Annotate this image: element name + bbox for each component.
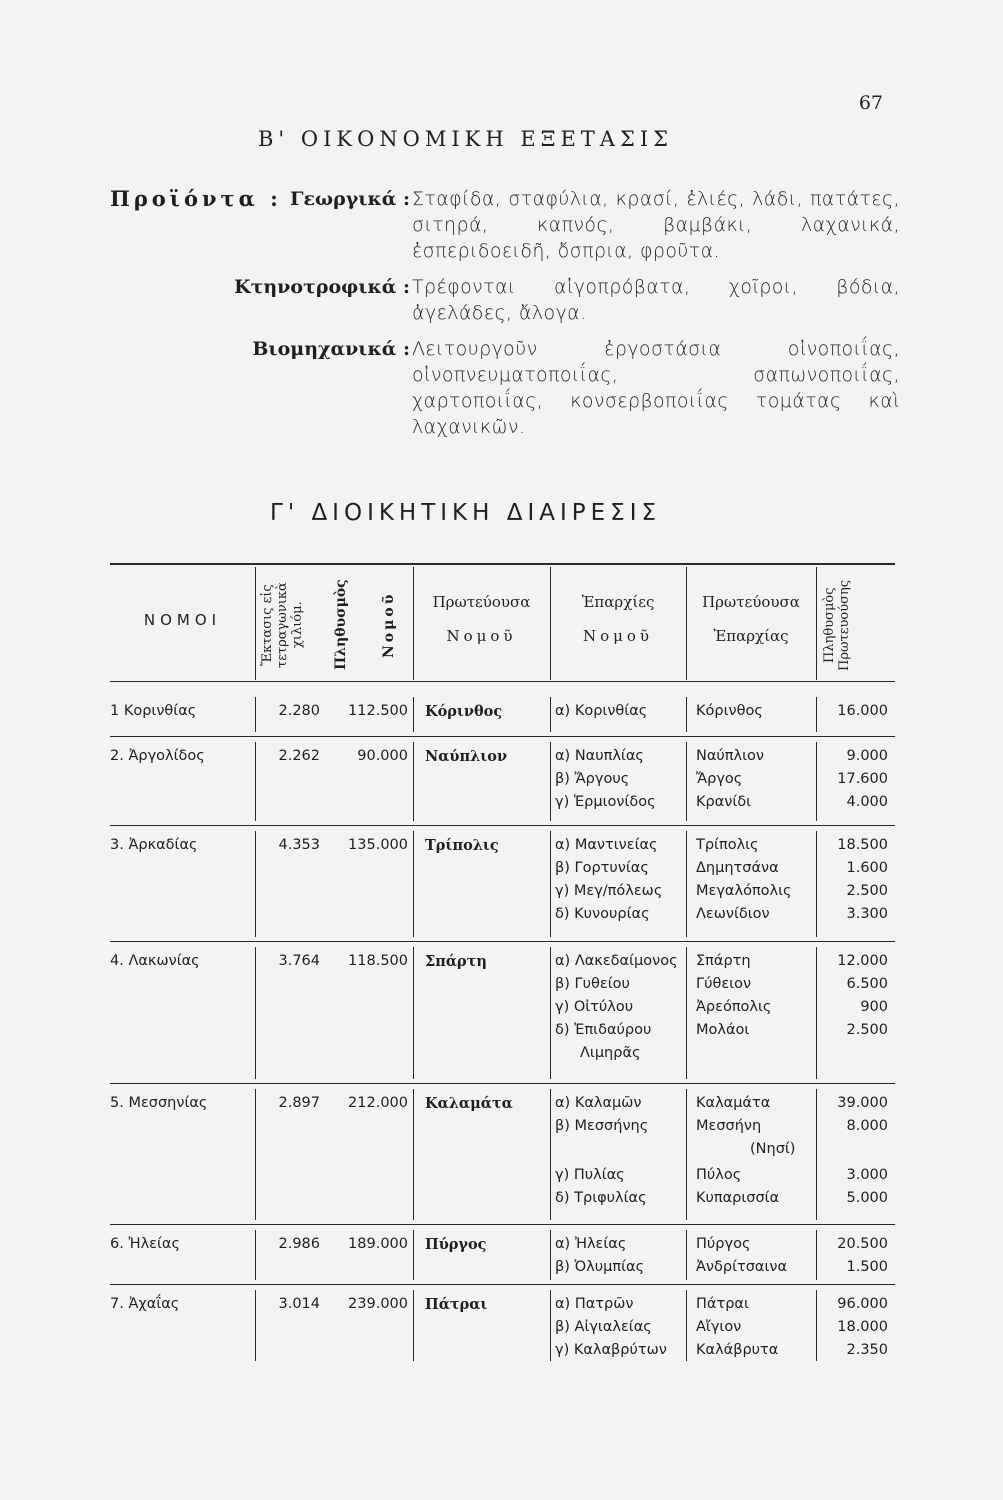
- group-rule: [110, 1284, 895, 1285]
- group-divider: [816, 831, 817, 937]
- nomos-name: 1 Κορινθίας: [110, 703, 197, 719]
- eparchia-population: 16.000: [837, 703, 888, 719]
- eparchia-name: α) Ἠλείας: [555, 1236, 627, 1252]
- product-row-livestock: [110, 274, 900, 326]
- eparchia-name: β) Μεσσήνης: [555, 1118, 649, 1134]
- product-row-industrial: [110, 336, 900, 440]
- eparchia-capital: Κυπαρισσία: [696, 1190, 780, 1206]
- eparchia-capital: Κρανίδι: [696, 794, 752, 810]
- nomos-area: 3.764: [278, 953, 320, 969]
- eparchia-population: 18.000: [837, 1319, 888, 1335]
- eparchia-population: 2.500: [846, 1022, 888, 1038]
- product-label: Κτηνοτροφικά :: [234, 276, 410, 298]
- nomos-name: 3. Ἀρκαδίας: [110, 837, 198, 853]
- group-divider: [413, 1230, 414, 1280]
- eparchia-name: β) Γορτυνίας: [555, 860, 649, 876]
- eparchia-name: β) Γυθείου: [555, 976, 630, 992]
- nomos-population: 90.000: [357, 748, 408, 764]
- nomos-population: 239.000: [348, 1296, 408, 1312]
- products-lead-label: Προϊόντα :: [110, 186, 282, 211]
- group-divider: [413, 831, 414, 937]
- group-divider: [686, 1290, 687, 1361]
- eparchia-population: 39.000: [837, 1095, 888, 1111]
- eparchia-capital: Γύθειον: [696, 976, 752, 992]
- group-divider: [816, 742, 817, 821]
- group-rule: [110, 1224, 895, 1225]
- header-divider: [413, 567, 414, 680]
- group-divider: [816, 1230, 817, 1280]
- eparchia-population: 4.000: [846, 794, 888, 810]
- nomos-area: 4.353: [278, 837, 320, 853]
- nomos-name: 2. Ἀργολίδος: [110, 748, 205, 764]
- group-divider: [255, 697, 256, 732]
- group-divider: [255, 947, 256, 1079]
- group-divider: [255, 1089, 256, 1220]
- header-protevousa-eparchias: Πρωτεύουσα: [702, 593, 800, 611]
- eparchia-capital: Τρίπολις: [696, 837, 759, 853]
- group-divider: [550, 742, 551, 821]
- header-nomoi: ΝΟΜΟΙ: [143, 611, 222, 629]
- nomos-area: 2.280: [278, 703, 320, 719]
- group-divider: [816, 697, 817, 732]
- administrative-division-table: [110, 563, 895, 1383]
- nomos-area: 2.897: [278, 1095, 320, 1111]
- header-ektasis: Ἔκτασις εἰς τετραγωνικὰ χιλιόμ.: [260, 582, 305, 668]
- group-divider: [413, 947, 414, 1079]
- header-nomou: Νομοῦ: [381, 591, 397, 659]
- group-divider: [255, 1230, 256, 1280]
- header-plithysmos-protevousis: Πληθυσμὸς Πρωτευούσης: [822, 579, 852, 671]
- nomos-capital: Κόρινθος: [425, 703, 503, 720]
- eparchia-population: 18.500: [837, 837, 888, 853]
- eparchia-name: β) Ὀλυμπίας: [555, 1259, 645, 1275]
- eparchia-capital: Ἄργος: [696, 771, 743, 787]
- eparchia-capital: Αἴγιον: [696, 1319, 742, 1335]
- eparchia-capital: Μεσσήνη: [696, 1118, 762, 1134]
- eparchia-population: 8.000: [846, 1118, 888, 1134]
- section-b-title: Β' ΟΙΚΟΝΟΜΙΚΗ ΕΞΕΤΑΣΙΣ: [258, 127, 673, 151]
- product-text: Λειτουργοῦν ἐργοστάσια οἰνοποιΐας, οἰνοπνευματοποιΐας, σαπωνοποιΐας, χαρτοποιΐας, κονσερβοποιΐας τομάτας καὶ λαχανικῶν.: [412, 338, 900, 438]
- eparchia-name: δ) Ἐπιδαύρου: [555, 1022, 652, 1038]
- eparchia-capital: Ἀρεόπολις: [696, 999, 772, 1015]
- eparchia-capital: Καλάβρυτα: [696, 1342, 779, 1358]
- table-top-rule: [110, 563, 895, 565]
- eparchia-name: γ) Μεγ/πόλεως: [555, 883, 663, 899]
- group-divider: [255, 831, 256, 937]
- eparchia-capital-cont: (Νησί): [750, 1141, 796, 1157]
- eparchia-population: 2.500: [846, 883, 888, 899]
- eparchia-name: δ) Κυνουρίας: [555, 906, 650, 922]
- eparchia-capital: Ναύπλιον: [696, 748, 764, 764]
- group-divider: [255, 1290, 256, 1361]
- section-g-title: Γ' ΔΙΟΙΚΗΤΙΚΗ ΔΙΑΙΡΕΣΙΣ: [270, 500, 662, 526]
- group-divider: [686, 1230, 687, 1280]
- group-divider: [255, 742, 256, 821]
- eparchia-capital: Μολάοι: [696, 1022, 750, 1038]
- eparchia-capital: Δημητσάνα: [696, 860, 779, 876]
- header-bottom-rule: [110, 681, 895, 682]
- group-divider: [686, 1089, 687, 1220]
- group-divider: [413, 1290, 414, 1361]
- group-divider: [550, 697, 551, 732]
- eparchia-name: γ) Ἑρμιονίδος: [555, 794, 656, 810]
- nomos-name: 6. Ἠλείας: [110, 1236, 180, 1252]
- eparchia-population: 900: [860, 999, 888, 1015]
- group-divider: [413, 1089, 414, 1220]
- group-divider: [550, 1290, 551, 1361]
- group-divider: [686, 831, 687, 937]
- nomos-capital: Σπάρτη: [425, 953, 487, 970]
- product-text: Τρέφονται αἰγοπρόβατα, χοῖροι, βόδια, ἀγελάδες, ἄλογα.: [412, 276, 900, 324]
- eparchia-name: α) Κορινθίας: [555, 703, 648, 719]
- header-divider: [686, 567, 687, 680]
- eparchia-name: β) Ἄργους: [555, 771, 630, 787]
- nomos-name: 4. Λακωνίας: [110, 953, 200, 969]
- eparchia-capital: Σπάρτη: [696, 953, 751, 969]
- eparchia-name: γ) Πυλίας: [555, 1167, 625, 1183]
- group-divider: [550, 1089, 551, 1220]
- header-divider: [550, 567, 551, 680]
- group-divider: [686, 697, 687, 732]
- product-row-agricultural: [110, 186, 900, 264]
- group-rule: [110, 825, 895, 826]
- group-divider: [413, 697, 414, 732]
- eparchia-name: α) Ναυπλίας: [555, 748, 644, 764]
- eparchia-population: 12.000: [837, 953, 888, 969]
- nomos-population: 112.500: [348, 703, 408, 719]
- page-number: 67: [858, 92, 883, 114]
- nomos-area: 3.014: [278, 1296, 320, 1312]
- nomos-capital: Πύργος: [425, 1236, 487, 1253]
- eparchia-population: 9.000: [846, 748, 888, 764]
- nomos-name: 7. Ἀχαΐας: [110, 1296, 180, 1312]
- group-divider: [686, 947, 687, 1079]
- group-divider: [686, 742, 687, 821]
- eparchia-name: α) Λακεδαίμονος: [555, 953, 678, 969]
- group-divider: [816, 947, 817, 1079]
- eparchia-population: 5.000: [846, 1190, 888, 1206]
- header-protevousa-nomou: Πρωτεύουσα: [432, 593, 531, 611]
- header-protevousa-nomou-2: Νομοῦ: [446, 627, 517, 645]
- nomos-area: 2.262: [278, 748, 320, 764]
- nomos-population: 135.000: [348, 837, 408, 853]
- group-divider: [413, 742, 414, 821]
- group-divider: [816, 1089, 817, 1220]
- eparchia-name: γ) Καλαβρύτων: [555, 1342, 667, 1358]
- group-divider: [550, 1230, 551, 1280]
- nomos-capital: Καλαμάτα: [425, 1095, 513, 1112]
- eparchia-name: β) Αἰγιαλείας: [555, 1319, 652, 1335]
- eparchia-capital: Πύργος: [696, 1236, 751, 1252]
- eparchia-capital: Πάτραι: [696, 1296, 749, 1312]
- eparchia-name: α) Μαντινείας: [555, 837, 658, 853]
- eparchia-population: 3.300: [846, 906, 888, 922]
- eparchia-population: 96.000: [837, 1296, 888, 1312]
- eparchia-name: α) Πατρῶν: [555, 1296, 634, 1312]
- eparchia-population: 17.600: [837, 771, 888, 787]
- header-eparchies: Ἐπαρχίες: [581, 593, 655, 611]
- eparchia-population: 1.600: [846, 860, 888, 876]
- eparchia-capital: Ἀνδρίτσαινα: [696, 1259, 788, 1275]
- nomos-capital: Ναύπλιον: [425, 748, 508, 765]
- eparchia-name: γ) Οἰτύλου: [555, 999, 634, 1015]
- group-rule: [110, 941, 895, 942]
- group-rule: [110, 736, 895, 737]
- eparchia-capital: Καλαμάτα: [696, 1095, 771, 1111]
- eparchia-capital: Πύλος: [696, 1167, 742, 1183]
- nomos-population: 189.000: [348, 1236, 408, 1252]
- nomos-area: 2.986: [278, 1236, 320, 1252]
- eparchia-capital: Κόρινθος: [696, 703, 763, 719]
- group-rule: [110, 1083, 895, 1084]
- header-divider: [255, 567, 256, 680]
- product-label: Βιομηχανικά :: [252, 338, 410, 360]
- nomos-population: 118.500: [348, 953, 408, 969]
- product-label: Γεωργικά :: [290, 188, 410, 210]
- eparchia-population: 20.500: [837, 1236, 888, 1252]
- group-divider: [550, 947, 551, 1079]
- eparchia-population: 2.350: [846, 1342, 888, 1358]
- eparchia-population: 3.000: [846, 1167, 888, 1183]
- eparchia-name: α) Καλαμῶν: [555, 1095, 642, 1111]
- group-divider: [550, 831, 551, 937]
- eparchia-population: 6.500: [846, 976, 888, 992]
- header-protevousa-eparchias-2: Ἐπαρχίας: [713, 627, 789, 645]
- group-divider: [816, 1290, 817, 1361]
- header-plithysmos: Πληθυσμὸς: [333, 579, 349, 671]
- product-text: Σταφίδα, σταφύλια, κρασί, ἐλιές, λάδι, πατάτες, σιτηρά, καπνός, βαμβάκι, λαχανικά, ἐσπεριδοειδῆ, ὄσπρια, φροῦτα.: [412, 188, 900, 262]
- nomos-capital: Πάτραι: [425, 1296, 488, 1313]
- nomos-population: 212.000: [348, 1095, 408, 1111]
- products-section: [110, 186, 900, 450]
- nomos-capital: Τρίπολις: [425, 837, 499, 854]
- eparchia-name-cont: Λιμηρᾶς: [580, 1045, 641, 1061]
- eparchia-capital: Λεωνίδιον: [696, 906, 770, 922]
- header-eparchies-2: Νομοῦ: [582, 627, 654, 645]
- header-divider: [816, 567, 817, 680]
- eparchia-capital: Μεγαλόπολις: [696, 883, 792, 899]
- eparchia-population: 1.500: [846, 1259, 888, 1275]
- eparchia-name: δ) Τριφυλίας: [555, 1190, 647, 1206]
- nomos-name: 5. Μεσσηνίας: [110, 1095, 208, 1111]
